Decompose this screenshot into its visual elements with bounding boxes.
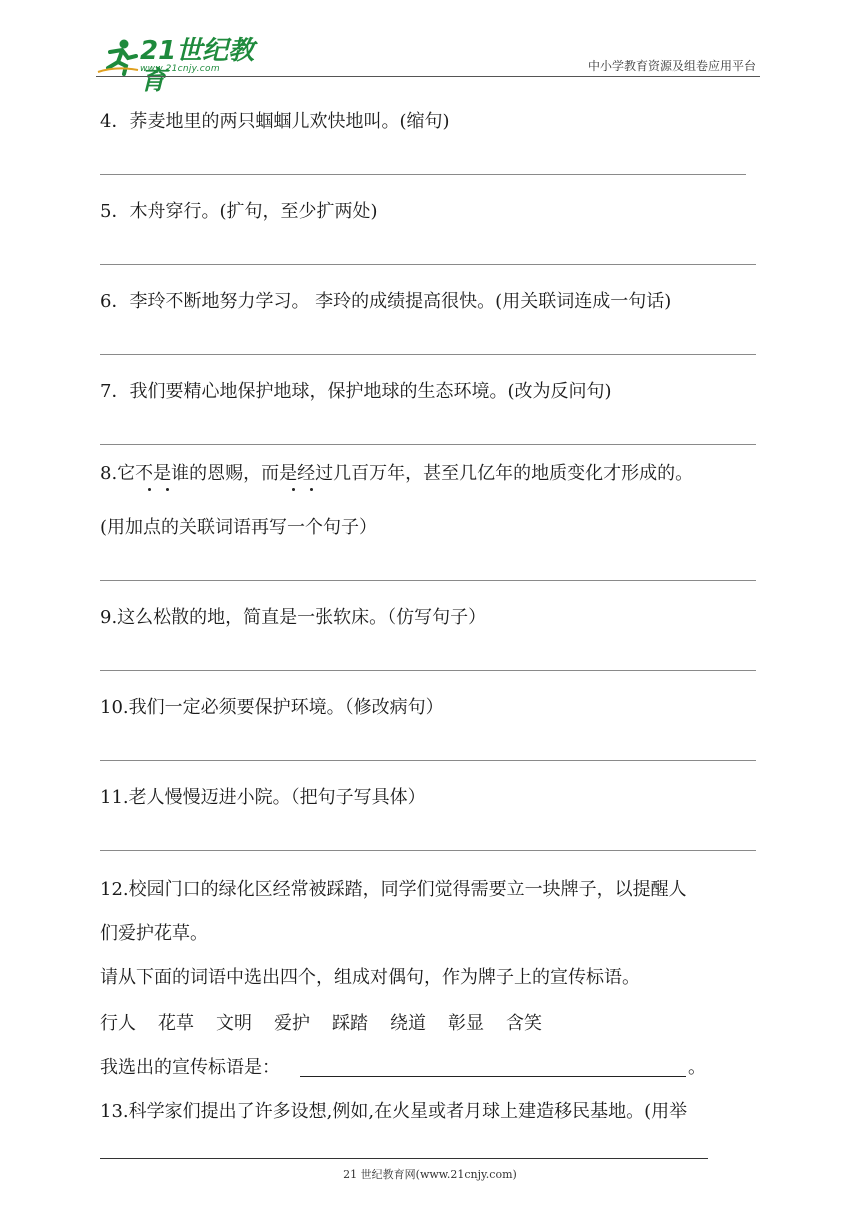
question-6: 6．李玲不断地努力学习。 李玲的成绩提高很快。(用关联词连成一句话): [100, 291, 672, 312]
word-bank: [100, 1012, 564, 1036]
question-8: 8.它不是谁的恩赐，而是经过几百万年，甚至几亿年的地质变化才形成的。: [100, 463, 694, 484]
question-7: 7．我们要精心地保护地球，保护地球的生态环境。(改为反问句): [100, 381, 612, 402]
question-12-instruction: 请从下面的词语中选出四个，组成对偶句，作为牌子上的宣传标语。: [100, 967, 640, 988]
answer-line-8: [100, 580, 756, 581]
question-12: 12.校园门口的绿化区经常被踩踏，同学们觉得需要立一块牌子，以提醒人: [100, 879, 687, 900]
answer-line-7: [100, 444, 756, 445]
answer-blank-12: [300, 1076, 686, 1077]
answer-line-11: [100, 850, 756, 851]
answer-line-4: [100, 174, 746, 175]
word-item: 文明: [216, 1013, 252, 1034]
site-logo: [96, 36, 266, 96]
answer-line-9: [100, 670, 756, 671]
word-item: 含笑: [506, 1013, 542, 1034]
answer-line-10: [100, 760, 756, 761]
word-item: 绕道: [390, 1013, 426, 1034]
footer-text: 21 世纪教育网(www.21cnjy.com): [343, 1168, 517, 1181]
emphasis-dot: [166, 488, 169, 491]
question-10: 10.我们一定必须要保护环境。（修改病句）: [100, 697, 444, 718]
logo-url: www.21cnjy.com: [140, 64, 220, 74]
word-item: 彰显: [448, 1013, 484, 1034]
word-item: 行人: [100, 1013, 136, 1034]
question-9: 9.这么松散的地，简直是一张软床。（仿写句子）: [100, 607, 487, 628]
question-5: 5．木舟穿行。(扩句，至少扩两处): [100, 201, 378, 222]
word-item: 花草: [158, 1013, 194, 1034]
logo-text: 21世纪教育: [140, 36, 255, 96]
runner-logo-icon: [96, 38, 140, 76]
question-12-cont: 们爱护花草。: [100, 923, 208, 944]
word-item: 爱护: [274, 1013, 310, 1034]
question-8-instruction: (用加点的关联词语再写一个句子）: [100, 517, 378, 538]
emphasis-dot: [148, 488, 151, 491]
word-item: 踩踏: [332, 1013, 368, 1034]
question-11: 11.老人慢慢迈进小院。（把句子写具体）: [100, 787, 426, 808]
question-4: 4．荞麦地里的两只蝈蝈儿欢快地叫。(缩句): [100, 111, 450, 132]
answer-line-5: [100, 264, 756, 265]
footer-divider: [100, 1158, 708, 1159]
question-13: 13.科学家们提出了许多设想,例如,在火星或者月球上建造移民基地。(用举: [100, 1101, 688, 1122]
header-divider: [96, 76, 760, 77]
header-tagline: 中小学教育资源及组卷应用平台: [587, 59, 756, 73]
answer-end: 。: [688, 1057, 706, 1078]
answer-line-6: [100, 354, 756, 355]
emphasis-dot: [292, 488, 295, 491]
emphasis-dot: [310, 488, 313, 491]
answer-label: 我选出的宣传标语是：: [100, 1057, 280, 1078]
